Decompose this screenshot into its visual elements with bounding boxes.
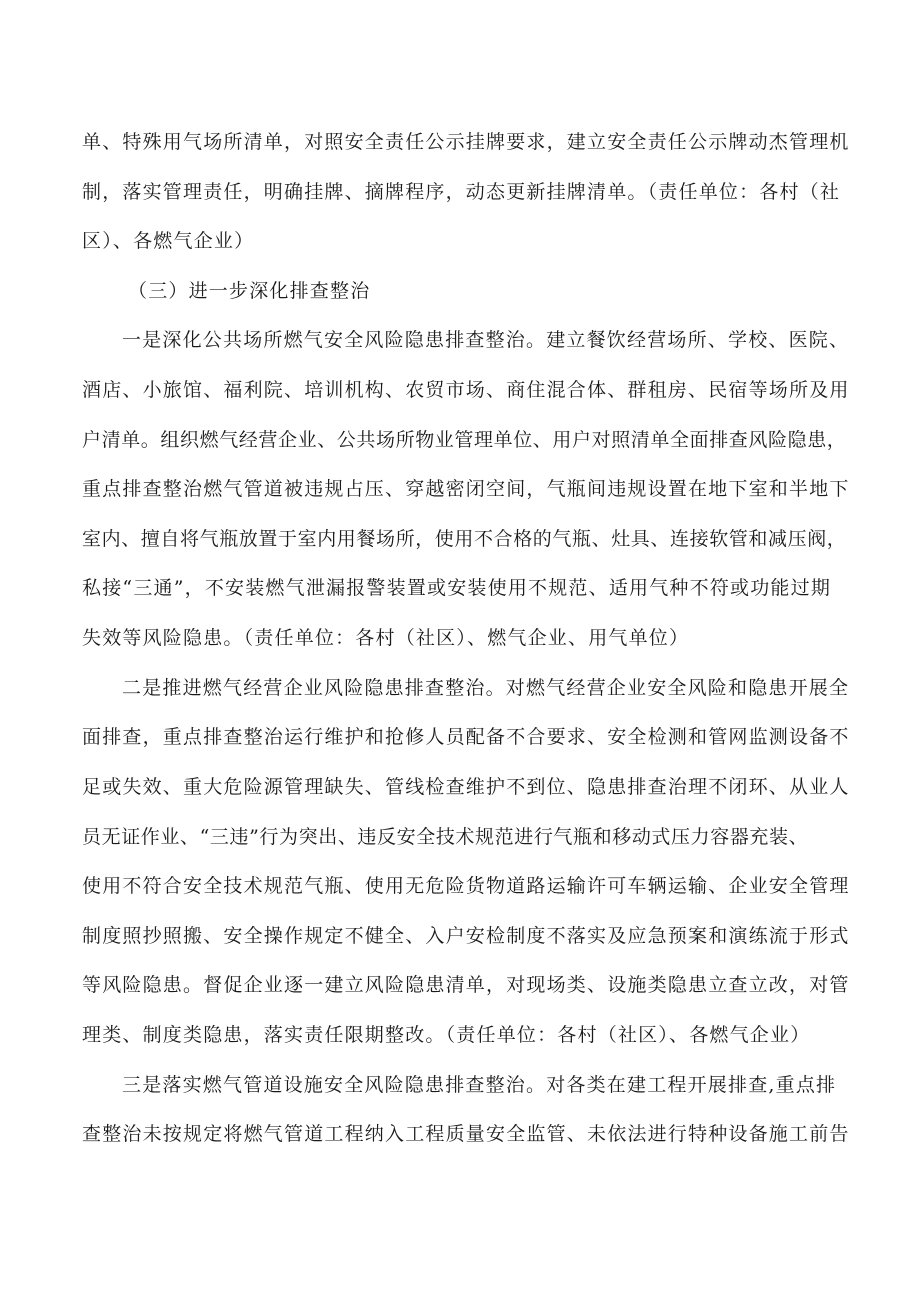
- text-line: 三是落实燃气管道设施安全风险隐患排查整治。对各类在建工程开展排查,重点排: [122, 1074, 837, 1096]
- text-line: 使用不符合安全技术规范气瓶、使用无危险货物道路运输许可车辆运输、企业安全管理: [82, 875, 850, 897]
- text-line: 酒店、小旅馆、福利院、培训机构、农贸市场、商住混合体、群租房、民宿等场所及用: [82, 379, 850, 401]
- text-line: 私接“三通”，不安装燃气泄漏报警装置或安装使用不规范、适用气种不符或功能过期: [82, 577, 832, 599]
- text-line: 制，落实管理责任，明确挂牌、摘牌程序，动态更新挂牌清单。（责任单位：各村（社: [82, 181, 841, 203]
- text-line: 面排查，重点排查整治运行维护和抢修人员配备不合要求、安全检测和管网监测设备不: [82, 726, 850, 748]
- text-line: 一是深化公共场所燃气安全风险隐患排查整治。建立餐饮经营场所、学校、医院、: [122, 329, 850, 351]
- text-line: 制度照抄照搬、安全操作规定不健全、入户安检制度不落实及应急预案和演练流于形式: [82, 925, 850, 947]
- text-line: 区）、各燃气企业）: [82, 230, 255, 252]
- text-line: 二是推进燃气经营企业风险隐患排查整治。对燃气经营企业安全风险和隐患开展全: [122, 677, 850, 699]
- text-line: 重点排查整治燃气管道被违规占压、穿越密闭空间，气瓶间违规设置在地下室和半地下: [82, 478, 850, 500]
- text-line: 查整治未按规定将燃气管道工程纳入工程质量安全监管、未依法进行特种设备施工前告: [82, 1123, 850, 1145]
- text-line: 员无证作业、“三违”行为突出、违反安全技术规范进行气瓶和移动式压力容器充装、: [82, 826, 809, 848]
- section-heading: （三）进一步深化排查整治: [128, 280, 371, 302]
- text-line: 足或失效、重大危险源管理缺失、管线检查维护不到位、隐患排查治理不闭环、从业人: [82, 776, 850, 798]
- text-line: 等风险隐患。督促企业逐一建立风险隐患清单，对现场类、设施类隐患立查立改，对管: [82, 974, 850, 996]
- text-line: 户清单。组织燃气经营企业、公共场所物业管理单位、用户对照清单全面排查风险隐患，: [82, 429, 847, 451]
- text-line: 室内、擅自将气瓶放置于室内用餐场所，使用不合格的气瓶、灶具、连接软管和减压阀，: [82, 528, 847, 550]
- text-line: 失效等风险隐患。（责任单位：各村（社区）、燃气企业、用气单位）: [82, 627, 690, 649]
- text-line: 理类、制度类隐患，落实责任限期整改。（责任单位：各村（社区）、各燃气企业）: [82, 1024, 811, 1046]
- text-line: 单、特殊用气场所清单，对照安全责任公示挂牌要求，建立安全责任公示牌动杰管理机: [82, 131, 850, 153]
